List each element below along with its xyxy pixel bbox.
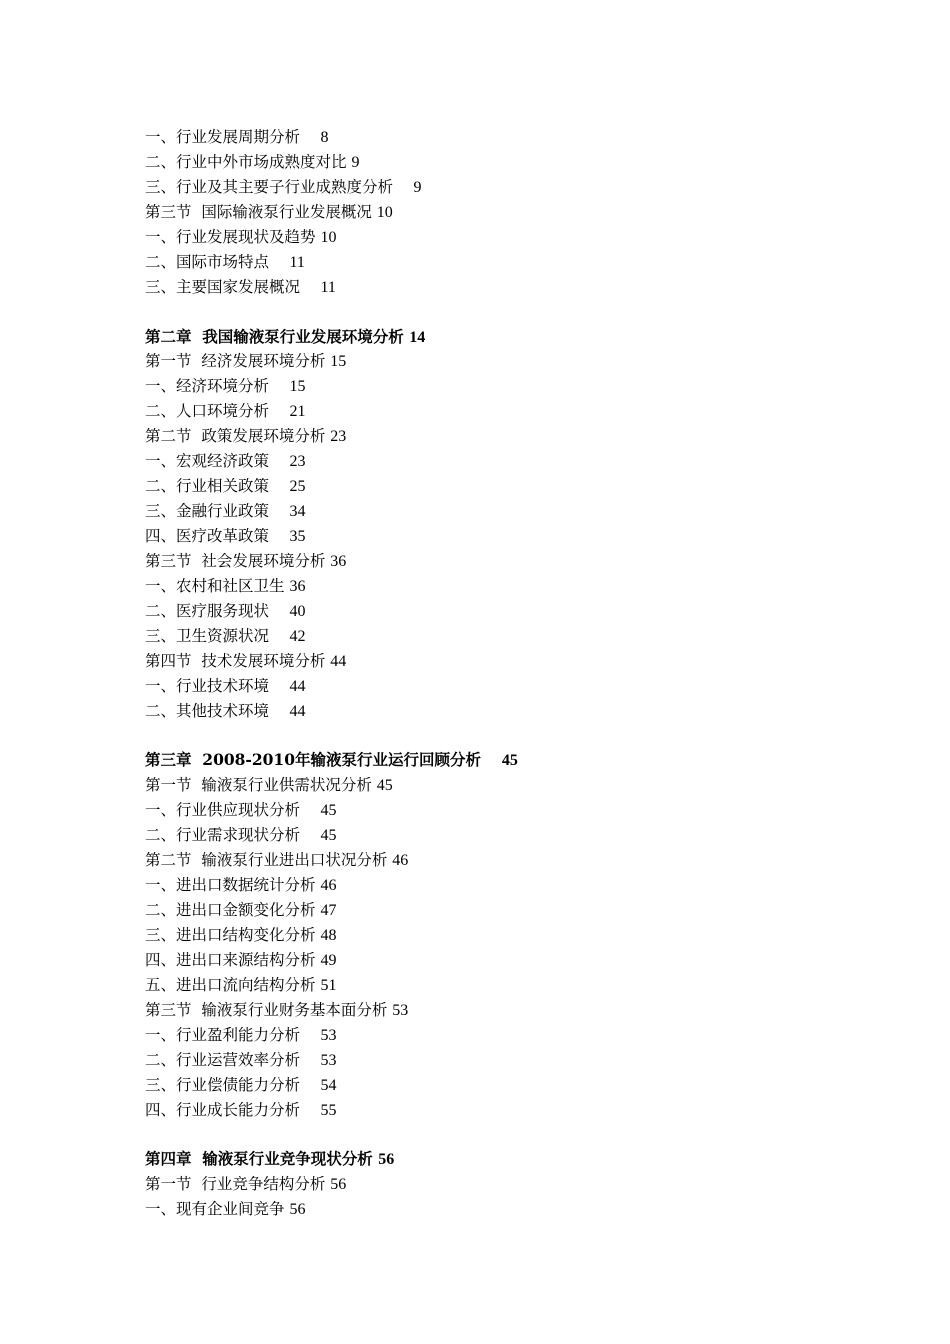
toc-page-number: 48 bbox=[320, 927, 337, 944]
toc-page-number: 56 bbox=[330, 1176, 347, 1194]
toc-entry-title: 二、国际市场特点 bbox=[145, 252, 270, 271]
toc-entry-title: 第二节 输液泵行业进出口状况分析 bbox=[145, 851, 388, 870]
toc-entry-title: 一、行业技术环境 bbox=[145, 676, 270, 695]
toc-entry-title: 第一节 行业竞争结构分析 bbox=[145, 1175, 326, 1194]
table-of-contents bbox=[145, 125, 845, 1222]
toc-item[interactable] bbox=[145, 574, 845, 599]
toc-separator bbox=[269, 402, 289, 420]
toc-section[interactable] bbox=[145, 424, 845, 449]
toc-page-number: 44 bbox=[330, 652, 347, 670]
toc-separator bbox=[300, 278, 320, 296]
toc-item[interactable] bbox=[145, 699, 845, 724]
toc-item[interactable] bbox=[145, 499, 845, 524]
toc-section[interactable] bbox=[145, 200, 845, 225]
toc-separator bbox=[300, 801, 320, 819]
toc-item[interactable] bbox=[145, 823, 845, 848]
toc-entry-title: 四、行业成长能力分析 bbox=[145, 1100, 301, 1119]
toc-entry-title: 二、行业运营效率分析 bbox=[145, 1050, 301, 1069]
toc-page-number: 53 bbox=[320, 1051, 337, 1069]
toc-entry-title: 第一节 输液泵行业供需状况分析 bbox=[145, 776, 372, 795]
toc-separator bbox=[269, 527, 289, 545]
toc-item[interactable] bbox=[145, 1197, 845, 1222]
toc-spacer bbox=[145, 724, 845, 749]
toc-page-number: 49 bbox=[320, 951, 337, 969]
toc-entry-title: 四、进出口来源结构分析 bbox=[145, 950, 316, 969]
toc-page-number: 44 bbox=[289, 677, 306, 695]
toc-separator bbox=[300, 1051, 320, 1069]
toc-item[interactable] bbox=[145, 275, 845, 300]
toc-entry-title: 一、行业供应现状分析 bbox=[145, 801, 301, 820]
toc-page-number: 36 bbox=[330, 552, 347, 570]
toc-page-number: 21 bbox=[289, 403, 306, 421]
toc-page-number: 54 bbox=[320, 1076, 337, 1094]
toc-entry-title: 一、行业发展现状及趋势 bbox=[145, 227, 316, 246]
toc-entry-title: 四、医疗改革政策 bbox=[145, 527, 270, 545]
toc-section[interactable] bbox=[145, 1172, 845, 1197]
toc-page-number: 56 bbox=[378, 1151, 395, 1169]
toc-item[interactable] bbox=[145, 599, 845, 624]
toc-entry-title: 三、进出口结构变化分析 bbox=[145, 926, 316, 944]
toc-entry-title: 第二节 政策发展环境分析 bbox=[145, 427, 326, 446]
toc-separator bbox=[269, 627, 289, 645]
toc-item[interactable] bbox=[145, 624, 845, 649]
toc-section[interactable] bbox=[145, 773, 845, 798]
toc-separator bbox=[300, 1076, 320, 1094]
toc-item[interactable] bbox=[145, 923, 845, 948]
toc-entry-title: 一、现有企业间竞争 bbox=[145, 1200, 285, 1219]
toc-page-number: 45 bbox=[376, 777, 393, 795]
toc-entry-title: 一、农村和社区卫生 bbox=[145, 576, 285, 595]
toc-separator bbox=[269, 477, 289, 495]
toc-page-number: 56 bbox=[289, 1201, 306, 1219]
toc-section[interactable] bbox=[145, 649, 845, 674]
toc-page-number: 47 bbox=[320, 902, 337, 920]
toc-item[interactable] bbox=[145, 1073, 845, 1098]
toc-item[interactable] bbox=[145, 225, 845, 250]
toc-page-number: 40 bbox=[289, 602, 306, 620]
toc-spacer bbox=[145, 1123, 845, 1148]
toc-entry-title: 第四节 技术发展环境分析 bbox=[145, 651, 326, 670]
toc-separator bbox=[269, 702, 289, 720]
toc-entry-title: 第三节 输液泵行业财务基本面分析 bbox=[145, 1000, 388, 1019]
toc-entry-title: 三、主要国家发展概况 bbox=[145, 277, 301, 296]
toc-section[interactable] bbox=[145, 848, 845, 873]
toc-entry-title: 第三节 社会发展环境分析 bbox=[145, 551, 326, 570]
toc-entry-title: 第三章 2008-2010年输液泵行业运行回顾分析 bbox=[145, 750, 482, 770]
toc-page bbox=[145, 125, 845, 1222]
toc-page-number: 46 bbox=[392, 852, 409, 870]
toc-item[interactable] bbox=[145, 474, 845, 499]
toc-page-number: 15 bbox=[330, 353, 347, 371]
toc-page-number: 55 bbox=[320, 1101, 337, 1119]
toc-separator bbox=[269, 452, 289, 470]
toc-item[interactable] bbox=[145, 674, 845, 699]
toc-page-number: 23 bbox=[330, 428, 347, 446]
toc-entry-title: 二、其他技术环境 bbox=[145, 701, 270, 720]
toc-separator bbox=[269, 377, 289, 395]
toc-entry-title: 二、人口环境分析 bbox=[145, 402, 270, 421]
toc-entry-title: 第三节 国际输液泵行业发展概况 bbox=[145, 202, 372, 221]
toc-section[interactable] bbox=[145, 998, 845, 1023]
toc-page-number: 14 bbox=[409, 328, 426, 346]
toc-page-number: 53 bbox=[392, 1001, 409, 1019]
toc-page-number: 34 bbox=[289, 503, 306, 521]
toc-item[interactable] bbox=[145, 125, 845, 150]
toc-entry-title: 一、行业盈利能力分析 bbox=[145, 1025, 301, 1044]
toc-page-number: 11 bbox=[289, 253, 305, 271]
toc-page-number: 15 bbox=[289, 378, 306, 396]
toc-item[interactable] bbox=[145, 898, 845, 923]
toc-page-number: 35 bbox=[289, 528, 306, 545]
toc-page-number: 45 bbox=[320, 802, 337, 820]
toc-entry-title: 一、行业发展周期分析 bbox=[145, 128, 301, 146]
toc-page-number: 10 bbox=[320, 228, 337, 246]
toc-page-number: 44 bbox=[289, 702, 306, 720]
toc-chapter[interactable] bbox=[145, 1147, 845, 1172]
toc-page-number: 51 bbox=[320, 976, 337, 994]
toc-entry-title: 一、宏观经济政策 bbox=[145, 452, 270, 471]
toc-entry-title: 二、医疗服务现状 bbox=[145, 601, 270, 620]
toc-item[interactable] bbox=[145, 399, 845, 424]
toc-entry-title: 二、行业需求现状分析 bbox=[145, 826, 301, 845]
toc-separator bbox=[269, 677, 289, 695]
toc-entry-title: 二、行业相关政策 bbox=[145, 477, 270, 496]
toc-separator bbox=[269, 502, 289, 520]
toc-entry-title: 第四章 输液泵行业竞争现状分析 bbox=[145, 1149, 373, 1169]
toc-separator bbox=[300, 128, 320, 146]
toc-page-number: 42 bbox=[289, 627, 306, 645]
toc-entry-title: 二、行业中外市场成熟度对比 bbox=[145, 152, 347, 171]
toc-page-number: 45 bbox=[320, 827, 337, 845]
toc-page-number: 53 bbox=[320, 1026, 337, 1044]
toc-page-number: 45 bbox=[501, 752, 518, 770]
toc-item[interactable] bbox=[145, 1048, 845, 1073]
toc-separator bbox=[393, 178, 413, 196]
toc-entry-title: 三、卫生资源状况 bbox=[145, 626, 270, 645]
toc-section[interactable] bbox=[145, 349, 845, 374]
toc-item[interactable] bbox=[145, 524, 845, 549]
toc-section[interactable] bbox=[145, 549, 845, 574]
toc-entry-title: 五、进出口流向结构分析 bbox=[145, 975, 316, 994]
toc-page-number: 9 bbox=[413, 178, 422, 196]
toc-chapter[interactable] bbox=[145, 325, 845, 350]
toc-item[interactable] bbox=[145, 150, 845, 175]
toc-page-number: 23 bbox=[289, 453, 306, 471]
toc-item[interactable] bbox=[145, 449, 845, 474]
toc-item[interactable] bbox=[145, 798, 845, 823]
toc-page-number: 9 bbox=[351, 153, 360, 171]
toc-spacer bbox=[145, 300, 845, 325]
toc-entry-title: 第二章 我国输液泵行业发展环境分析 bbox=[145, 326, 404, 346]
toc-page-number: 8 bbox=[320, 129, 329, 146]
toc-item[interactable] bbox=[145, 374, 845, 399]
toc-entry-title: 三、行业偿债能力分析 bbox=[145, 1075, 301, 1094]
toc-item[interactable] bbox=[145, 1098, 845, 1123]
toc-item[interactable] bbox=[145, 250, 845, 275]
toc-page-number: 10 bbox=[376, 203, 393, 221]
toc-entry-title: 一、进出口数据统计分析 bbox=[145, 876, 316, 895]
toc-chapter[interactable] bbox=[145, 748, 845, 773]
toc-entry-title: 第一节 经济发展环境分析 bbox=[145, 352, 326, 371]
toc-item[interactable] bbox=[145, 1023, 845, 1048]
toc-separator bbox=[300, 1026, 320, 1044]
toc-page-number: 11 bbox=[320, 278, 336, 296]
toc-separator bbox=[269, 253, 289, 271]
toc-entry-title: 一、经济环境分析 bbox=[145, 377, 270, 396]
toc-item[interactable] bbox=[145, 973, 845, 998]
toc-separator bbox=[300, 826, 320, 844]
toc-page-number: 46 bbox=[320, 877, 337, 895]
toc-entry-title: 三、行业及其主要子行业成熟度分析 bbox=[145, 177, 394, 196]
toc-separator bbox=[269, 602, 289, 620]
toc-item[interactable] bbox=[145, 175, 845, 200]
toc-entry-title: 二、进出口金额变化分析 bbox=[145, 901, 316, 920]
toc-entry-title: 三、金融行业政策 bbox=[145, 502, 270, 521]
toc-item[interactable] bbox=[145, 873, 845, 898]
toc-page-number: 36 bbox=[289, 577, 306, 595]
toc-separator bbox=[481, 750, 502, 769]
toc-separator bbox=[300, 1101, 320, 1119]
toc-page-number: 25 bbox=[289, 478, 306, 496]
toc-item[interactable] bbox=[145, 948, 845, 973]
